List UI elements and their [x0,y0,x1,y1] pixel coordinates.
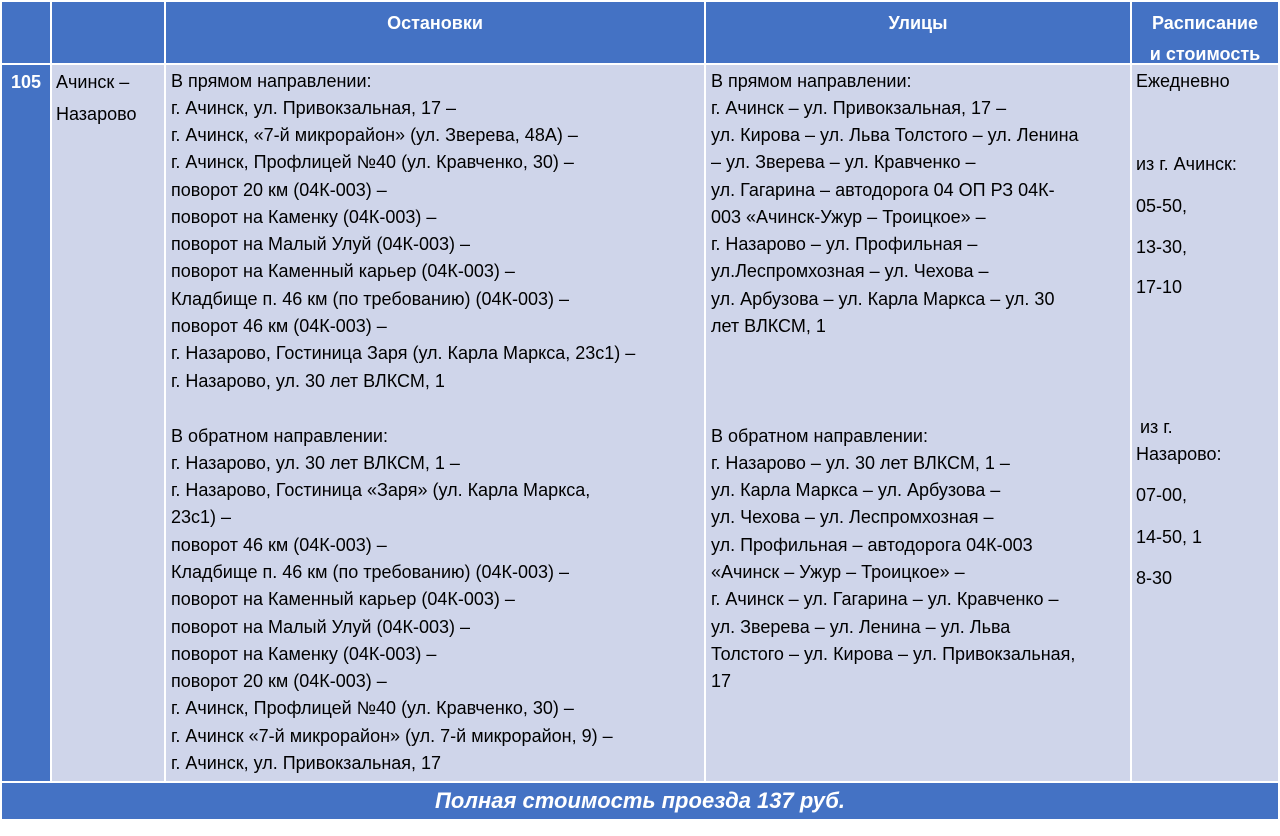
schedule-nazarovo-time: 07-00, [1136,485,1188,505]
stop-item: г. Ачинск, Профлицей №40 (ул. Кравченко, 30) – [171,698,574,718]
street-item: – ул. Зверева – ул. Кравченко – [711,152,976,172]
stop-item: Кладбище п. 46 км (по требованию) (04К-003) – [171,562,570,582]
street-item: г. Назарово – ул. 30 лет ВЛКСМ, 1 – [711,453,1010,473]
schedule-cell [1132,65,1278,781]
street-item: ул. Карла Маркса – ул. Арбузова – [711,480,1001,500]
schedule-daily: Ежедневно [1136,71,1230,91]
street-item: ул. Кирова – ул. Льва Толстого – ул. Ленина [711,125,1079,145]
schedule-from-achinsk: из г. Ачинск: [1136,154,1237,174]
header-stops-label: Остановки [387,13,483,33]
street-item: г. Назарово – ул. Профильная – [711,234,978,254]
stop-item: поворот 20 км (04К-003) – [171,671,387,691]
stop-item: Кладбище п. 46 км (по требованию) (04К-003) – [171,289,570,309]
stops-forward-heading: В прямом направлении: [171,71,372,91]
stop-item: поворот на Малый Улуй (04К-003) – [171,234,470,254]
stops-backward-heading: В обратном направлении: [171,426,388,446]
stops-cell [166,65,704,781]
stop-item: 23с1) – [171,507,232,527]
schedule-achinsk-time: 13-30, [1136,237,1188,257]
route-number: 105 [10,72,42,92]
schedule-nazarovo-time: 8-30 [1136,568,1173,588]
street-item: 17 [711,671,732,691]
street-item: лет ВЛКСМ, 1 [711,316,826,336]
stop-item: г. Назарово, ул. 30 лет ВЛКСМ, 1 – [171,453,460,473]
stop-item: г. Ачинск, ул. Привокзальная, 17 – [171,98,457,118]
header-streets-label: Улицы [888,13,948,33]
header-stops [166,2,704,63]
stop-item: поворот на Каменный карьер (04К-003) – [171,589,515,609]
street-item: ул. Чехова – ул. Леспромхозная – [711,507,994,527]
streets-cell [706,65,1130,781]
street-item: ул. Зверева – ул. Ленина – ул. Льва [711,617,1011,637]
schedule-nazarovo-time: 14-50, 1 [1136,527,1203,547]
footer-total-price: Полная стоимость проезда 137 руб. [2,783,1278,819]
route-name-line2: Назарово [56,104,137,124]
street-item: ул. Гагарина – автодорога 04 ОП РЗ 04К- [711,180,1055,200]
stop-item: г. Ачинск, Профлицей №40 (ул. Кравченко, 30) – [171,152,574,172]
schedule-from-nazarovo-line1: из г. [1140,417,1173,437]
street-item: ул. Арбузова – ул. Карла Маркса – ул. 30 [711,289,1055,309]
route-number-cell [2,65,50,781]
streets-backward-heading: В обратном направлении: [711,426,928,446]
stop-item: г. Ачинск, «7-й микрорайон» (ул. Зверева, 48А) – [171,125,578,145]
route-name-line1: Ачинск – [56,72,130,92]
street-item: ул.Леспромхозная – ул. Чехова – [711,261,989,281]
street-item: «Ачинск – Ужур – Троицкое» – [711,562,965,582]
header-schedule-line2: и стоимость [1149,44,1261,64]
stop-item: г. Ачинск «7-й микрорайон» (ул. 7-й микрорайон, 9) – [171,726,613,746]
schedule-from-nazarovo-line2: Назарово: [1136,444,1222,464]
stop-item: поворот на Малый Улуй (04К-003) – [171,617,470,637]
stop-item: г. Назарово, ул. 30 лет ВЛКСМ, 1 [171,371,445,391]
header-schedule-line1: Расписание [1152,13,1258,33]
stop-item: поворот 20 км (04К-003) – [171,180,387,200]
stop-item: поворот 46 км (04К-003) – [171,535,387,555]
streets-forward-heading: В прямом направлении: [711,71,912,91]
stop-item: г. Ачинск, ул. Привокзальная, 17 [171,753,442,773]
stop-item: г. Назарово, Гостиница Заря (ул. Карла Маркса, 23с1) – [171,343,636,363]
route-name-cell [52,65,164,781]
stop-item: г. Назарово, Гостиница «Заря» (ул. Карла Маркса, [171,480,591,500]
header-streets [706,2,1130,63]
header-schedule [1132,2,1278,63]
header-blank-number [2,2,50,63]
header-blank-route [52,2,164,63]
schedule-achinsk-time: 17-10 [1136,277,1183,297]
stop-item: поворот на Каменку (04К-003) – [171,644,437,664]
stop-item: поворот на Каменный карьер (04К-003) – [171,261,515,281]
street-item: Толстого – ул. Кирова – ул. Привокзальная, [711,644,1076,664]
street-item: ул. Профильная – автодорога 04К-003 [711,535,1033,555]
street-item: г. Ачинск – ул. Гагарина – ул. Кравченко – [711,589,1059,609]
street-item: г. Ачинск – ул. Привокзальная, 17 – [711,98,1007,118]
street-item: 003 «Ачинск-Ужур – Троицкое» – [711,207,986,227]
stop-item: поворот на Каменку (04К-003) – [171,207,437,227]
schedule-achinsk-time: 05-50, [1136,196,1188,216]
stop-item: поворот 46 км (04К-003) – [171,316,387,336]
